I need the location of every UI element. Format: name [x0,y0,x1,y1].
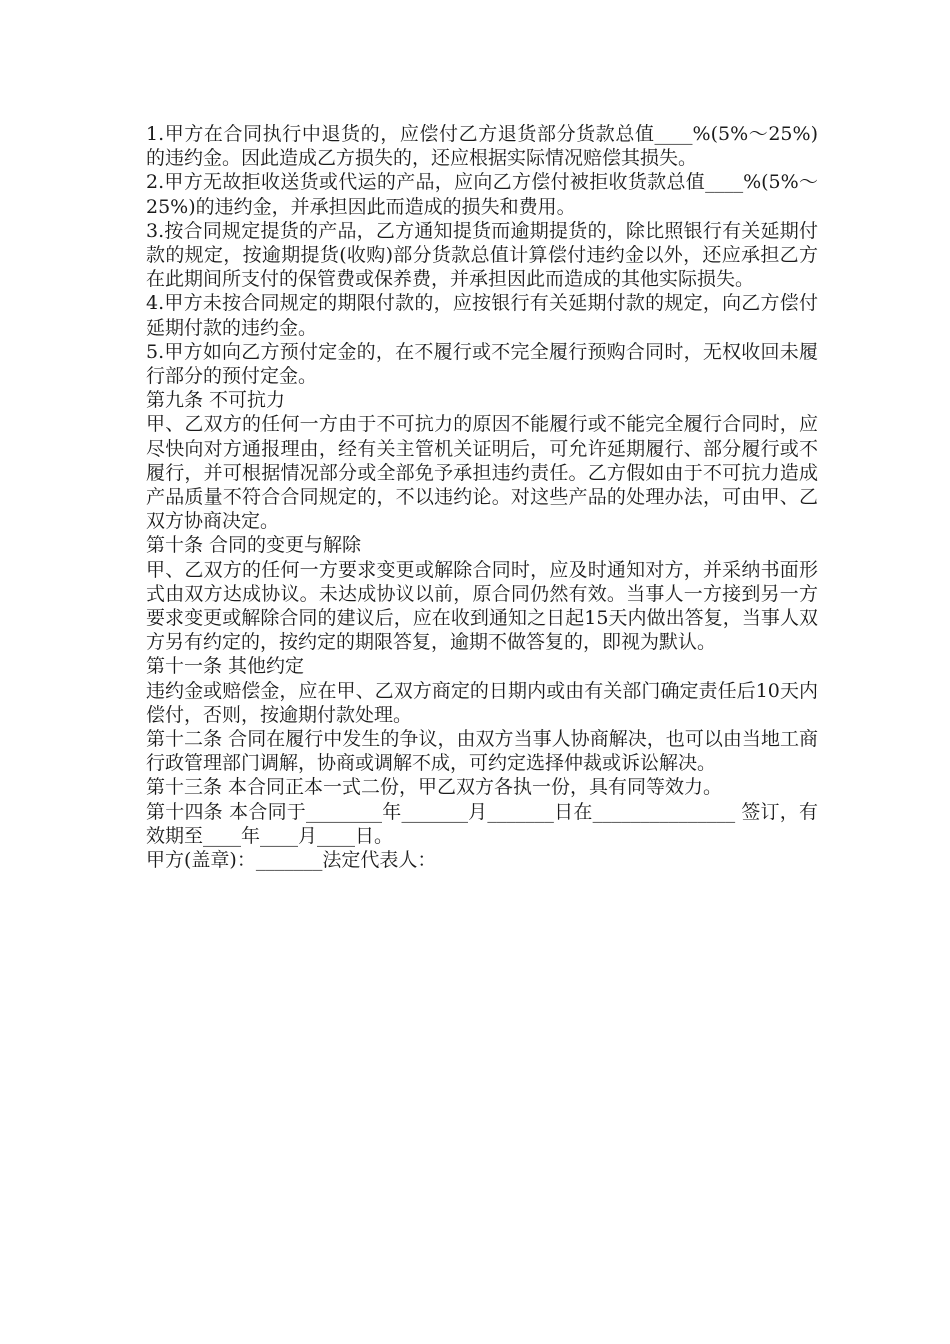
section-heading-change-termination: 第十条 合同的变更与解除 [146,534,362,557]
section-heading-force-majeure: 第九条 不可抗力 [146,389,286,412]
clause-item-3: 3.按合同规定提货的产品，乙方通知提货而逾期提货的，除比照银行有关延期付款的规定，按逾期提货(收购)部分货款总值计算偿付违约金以外，还应承担乙方在此期间所支付的保管费或保养费，并承担因此而造成的其他实际损失。 [146,219,818,291]
change-termination-text: 甲、乙双方的任何一方要求变更或解除合同时，应及时通知对方，并采纳书面形式由双方达成协议。未达成协议以前，原合同仍然有效。当事人一方接到另一方要求变更或解除合同的建议后，应在收到通知之日起15天内做出答复，当事人双方另有约定的，按约定的期限答复，逾期不做答复的，即视为默认。 [146,558,818,654]
contract-page [146,122,818,872]
signature-line: 甲方(盖章)：_______法定代表人： [146,849,437,872]
section-heading-other-terms: 第十一条 其他约定 [146,655,305,678]
article-12-text: 第十二条 合同在履行中发生的争议，由双方当事人协商解决，也可以由当地工商行政管理部门调解，协商或调解不成，可约定选择仲裁或诉讼解决。 [146,728,818,775]
other-terms-text: 违约金或赔偿金，应在甲、乙双方商定的日期内或由有关部门确定责任后10天内偿付，否则，按逾期付款处理。 [146,679,818,726]
clause-item-2: 2.甲方无故拒收送货或代运的产品，应向乙方偿付被拒收货款总值____%(5%～25%)的违约金，并承担因此而造成的损失和费用。 [146,171,818,218]
force-majeure-text: 甲、乙双方的任何一方由于不可抗力的原因不能履行或不能完全履行合同时，应尽快向对方通报理由，经有关主管机关证明后，可允许延期履行、部分履行或不履行，并可根据情况部分或全部免予承担违约责任。乙方假如由于不可抗力造成产品质量不符合合同规定的，不以违约论。对这些产品的处理办法，可由甲、乙双方协商决定。 [146,413,818,533]
clause-item-1: 1.甲方在合同执行中退货的，应偿付乙方退货部分货款总值____%(5%～25%)的违约金。因此造成乙方损失的，还应根据实际情况赔偿其损失。 [146,123,818,170]
article-14-text: 第十四条 本合同于________年_______月_______日在_______________ 签订，有效期至____年____月____日。 [146,800,818,847]
clause-item-5: 5.甲方如向乙方预付定金的，在不履行或不完全履行预购合同时，无权收回未履行部分的预付定金。 [146,340,818,388]
article-13-text: 第十三条 本合同正本一式二份，甲乙双方各执一份，具有同等效力。 [146,776,723,799]
clause-item-4: 4.甲方未按合同规定的期限付款的，应按银行有关延期付款的规定，向乙方偿付延期付款的违约金。 [146,292,818,339]
